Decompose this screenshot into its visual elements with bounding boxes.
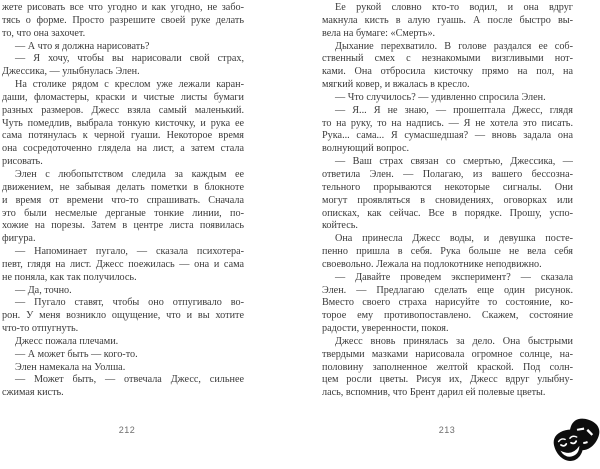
text-line: — Давайте проведем эксперимент? — сказала [335,271,573,283]
text-line: то на руку, то на надпись. — Я не хотела это писать. [322,117,573,129]
text-line: ственный смех с незнакомыми визгливыми нот- [322,53,573,65]
text-line: — А что я должна нарисовать? [15,40,150,52]
text-line: сама потянулась к черной гуаши. Некоторое время [2,130,244,142]
text-line: то, что она захочет. [2,27,86,39]
text-line: описках, как сейчас. Все в порядке. Прошу, успо- [322,207,573,219]
page-number-left: 212 [118,425,136,435]
text-line: она сосредоточенно глядела на лист, а затем стала [2,143,244,155]
text-line: Джессика, — улыбнулась Элен. [2,66,140,78]
text-line: половину заполненное желтой краской. Под солн- [322,361,573,373]
text-line: твердыми мазками нарисовала огромное солнце, на- [322,348,573,360]
text-line: цем росли цветы. Рисуя их, Джесс вдруг улыбну- [322,374,573,386]
text-line: ками. Она отбросила кисточку прямо на пол, на [322,66,573,78]
page-right-text [322,2,573,400]
text-line: ответила Элен. — Полагаю, из вашего бессозна- [322,168,573,180]
text-line: — Да, точно. [15,284,72,296]
text-line: даши, фломастеры, краски и чистые листы бумаги [2,91,244,103]
text-line: сжимая кисть. [2,387,64,399]
text-line: Ее рукой словно кто-то водил, и она вдруг [335,2,573,13]
page-left-text [2,2,244,400]
text-line: не поняла, как так получилось. [2,271,137,283]
text-line: — Может быть, — отвечала Джесс, сильнее [15,374,244,386]
text-line: пенно пришла в себя. Рука больше не вела себя [322,246,573,258]
text-line: — Пугало ставят, чтобы оно отпугивало во- [15,297,244,309]
text-line: тельного прорываются некоторые сигналы. Они [322,181,573,193]
text-line: тясь о форме. Просто разрешите своей руке делать [2,14,244,26]
text-line: торое ему противопоставлено. Скажем, состояние [322,310,573,322]
text-line: и время от времени что-то спрашивать. Сначала [2,194,244,206]
text-line: — Я... Я не знаю, — прошептала Джесс, глядя [335,104,573,116]
text-line: — А может быть — кого-то. [15,348,138,360]
text-line: Элен. — Предлагаю сделать еще один рисунок. [322,284,573,296]
text-line: фигура. [2,233,36,245]
text-line: лась, вспомнив, что Брент дарил ей полевые цветы. [322,387,546,399]
text-line: макнула кисть в алую гуашь. А после быстро вы- [322,14,573,26]
text-line: могут проявляться в сновидениях, оговорках или [322,194,573,206]
text-line: движением, не забывая делать пометки в блокноте [2,181,244,193]
text-line: радости, уверенности, покоя. [322,323,449,335]
text-line: Джесс пожала плечами. [15,335,119,347]
text-line: певт, глядя на лист. Джесс поежилась — она и сама [2,258,244,270]
theater-masks-icon [553,417,600,464]
text-line: это были несмелые дерганые тонкие линии, по- [2,207,244,219]
text-line: — Что случилось? — удивленно спросила Элен. [335,91,546,103]
text-line: разных размеров. Джесс взяла самый маленький. [2,104,244,116]
text-line: — Ваш страх связан со смертью, Джессика, — [335,156,573,168]
text-line: жете рисовать все что угодно и как угодно, не забо- [2,2,244,13]
text-line: — Я хочу, чтобы вы нарисовали свой страх, [15,53,244,65]
text-line: рисовать. [2,156,43,168]
text-line: что-то отпугнуть. [2,323,79,335]
text-line: вела на бумаге: «Смерть». [322,27,436,39]
text-line: Дыхание перехватило. В голове раздался ее соб- [335,40,573,52]
text-line: Вместо своего страха нарисуйте то состояние, ко- [322,297,573,309]
text-line: рон. У меня возникло ощущение, что и вы хотите [2,310,244,322]
text-line: волнующий вопрос. [322,143,410,155]
text-line: Рука... сама... Я сумасшедшая? — вновь задала она [322,130,573,142]
text-line: — Напоминает пугало, — сказала психотера- [15,246,244,258]
text-line: койтесь. [322,220,358,232]
text-line: На столике рядом с креслом уже лежали каран- [15,79,244,91]
text-line: Чуть помедлив, выбрала тонкую кисточку, и рука ее [2,117,244,129]
text-line: Элен намекала на Уолша. [15,361,126,373]
text-line: Она принесла Джесс воды, и девушка посте- [335,233,573,245]
text-line: хожие на порезы. Затем в центре листа появилась [2,220,244,232]
text-line: Элен с любопытством следила за каждым ее [15,168,244,180]
page-number-right: 213 [438,425,456,435]
text-line: Джесс вновь принялась за дело. Она быстрыми [335,335,573,347]
text-line: мягкий ковер, и вжалась в кресло. [322,79,470,91]
text-line: своевольно. Лежала на подлокотнике неподвижно. [322,258,542,270]
